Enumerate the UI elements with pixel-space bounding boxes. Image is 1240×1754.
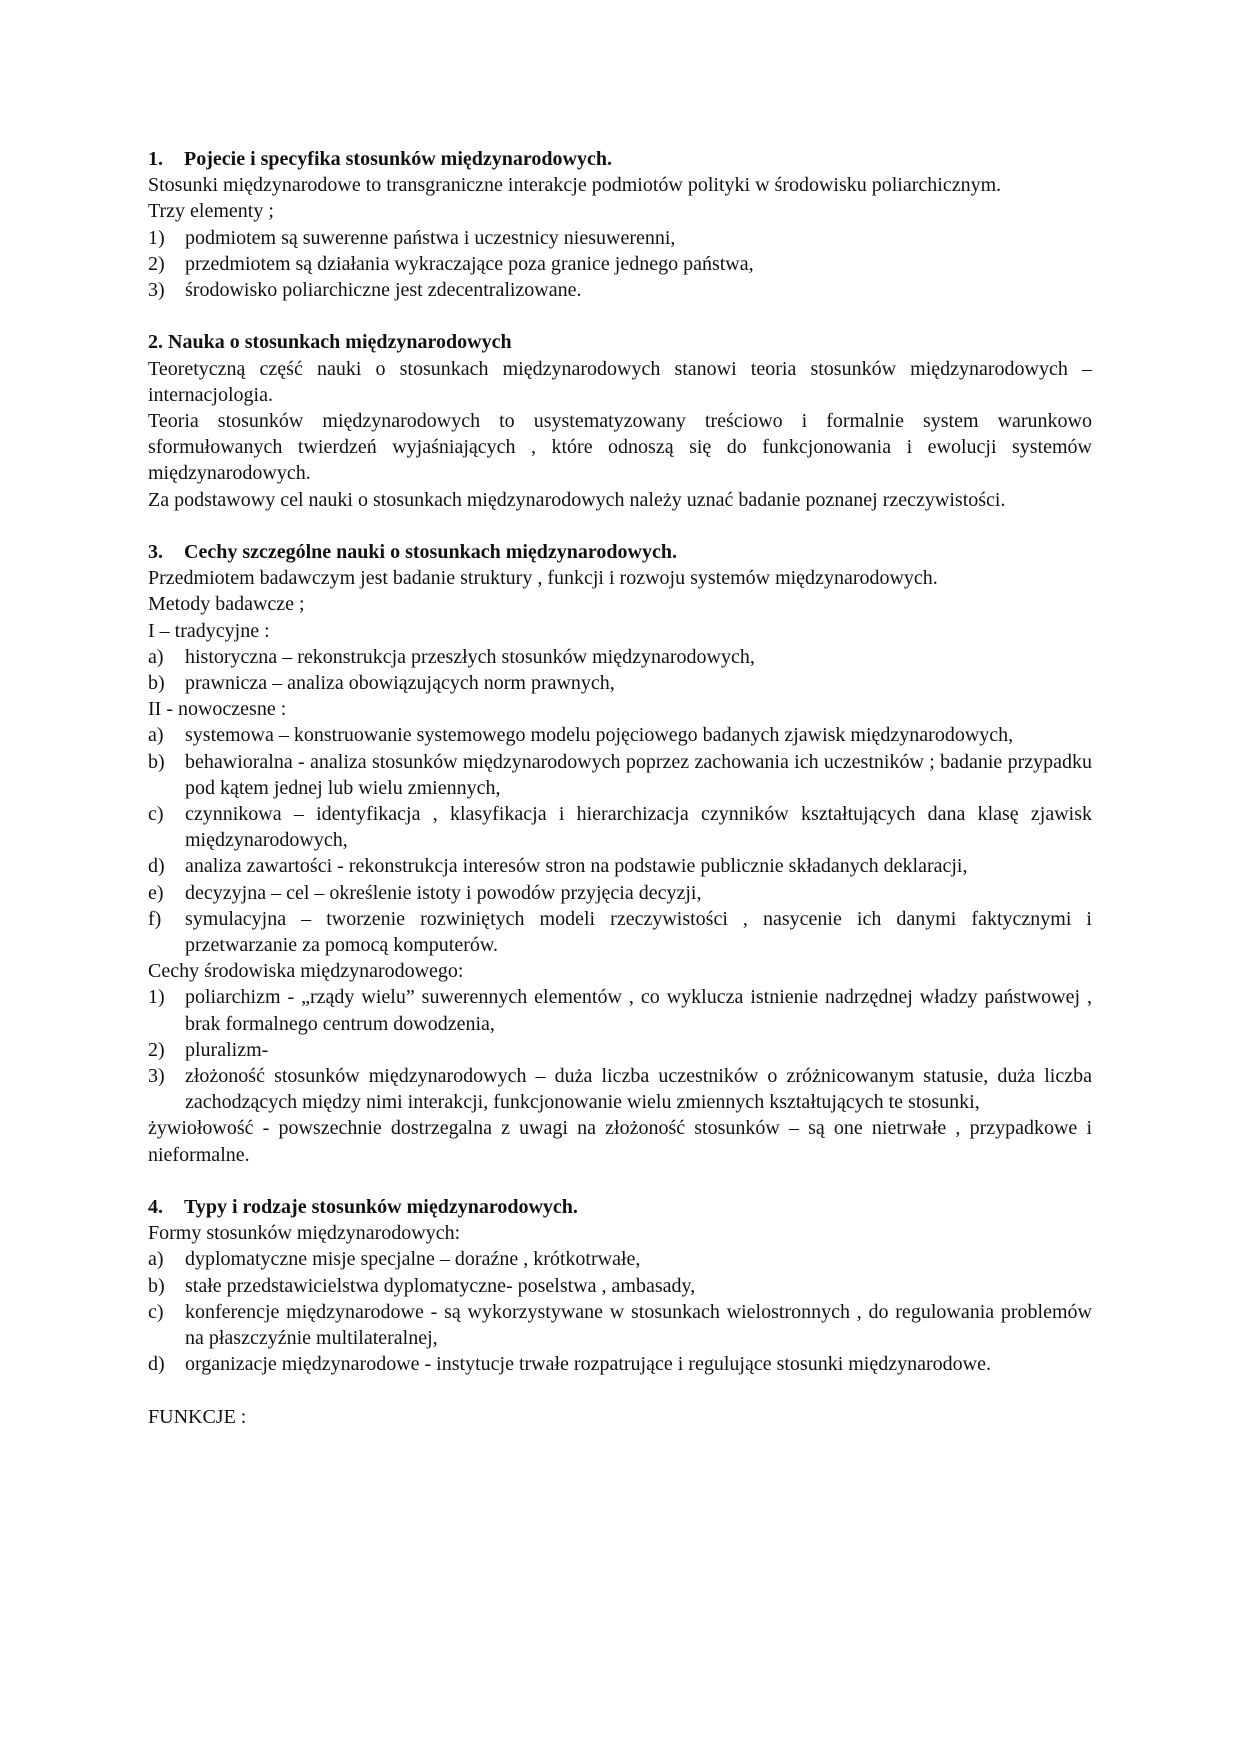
list-marker: b) [148, 750, 165, 773]
section-2-paragraph: Za podstawowy cel nauki o stosunkach międzynarodowych należy uznać badanie poznanej rzeczywistości. [148, 488, 1006, 511]
list-text: czynnikowa – identyfikacja , klasyfikacja i hierarchizacja czynników kształtujących dana klasę zjawisk międzynarodowych, [185, 803, 1092, 852]
heading-number: 4. [148, 1196, 163, 1219]
list-item [148, 1351, 1092, 1377]
section-1-paragraph: Stosunki międzynarodowe to transgraniczne interakcje podmiotów polityki w środowisku poliarchicznym. [148, 174, 1002, 197]
list-item [148, 906, 1092, 958]
heading-text: Pojecie i specyfika stosunków międzynarodowych. [184, 148, 612, 170]
list-item [148, 670, 1092, 696]
list-text: złożoność stosunków międzynarodowych – duża liczba uczestników o zróżnicowanym statusie, duża liczba zachodzących między nimi interakcji, funkcjonowanie wielu zmiennych kształtujących te stosunki, [185, 1065, 1092, 1114]
list-item [148, 880, 1092, 906]
list-marker: 1) [148, 986, 165, 1009]
section-1-intro: Trzy elementy ; [148, 200, 274, 223]
list-text: stałe przedstawicielstwa dyplomatyczne- poselstwa , ambasady, [185, 1274, 696, 1297]
section-1-heading [148, 146, 1092, 172]
modern-label: II - nowoczesne : [148, 698, 287, 721]
list-item [148, 1037, 1092, 1063]
list-marker: 2) [148, 1038, 165, 1061]
section-2-paragraph: Teoria stosunków międzynarodowych to usystematyzowany treściowo i formalnie system warunkowo sformułowanych twierdzeń wyjaśniających , które odnoszą się do funkcjonowania i ewolucji systemów międzynarodowych. [148, 410, 1092, 485]
list-text: prawnicza – analiza obowiązujących norm prawnych, [185, 672, 615, 695]
list-item [148, 251, 1092, 277]
methods-label: Metody badawcze ; [148, 593, 305, 616]
list-marker: 1) [148, 226, 165, 249]
list-marker: b) [148, 672, 165, 695]
list-item [148, 749, 1092, 801]
list-item [148, 644, 1092, 670]
list-item [148, 722, 1092, 748]
traditional-label: I – tradycyjne : [148, 619, 270, 642]
list-marker: f) [148, 907, 162, 930]
section-3-paragraph: Przedmiotem badawczym jest badanie struktury , funkcji i rozwoju systemów międzynarodowych. [148, 567, 938, 590]
list-item [148, 1299, 1092, 1351]
list-item [148, 225, 1092, 251]
list-marker: 3) [148, 279, 165, 302]
list-text: symulacyjna – tworzenie rozwiniętych modeli rzeczywistości , nasycenie ich danymi faktycznymi i przetwarzanie za pomocą komputerów. [185, 907, 1092, 957]
list-item [148, 853, 1092, 879]
list-text: historyczna – rekonstrukcja przeszłych stosunków międzynarodowych, [185, 645, 755, 668]
list-marker: d) [148, 1353, 165, 1376]
list-marker: a) [148, 645, 164, 668]
document-page [148, 146, 1092, 1430]
list-text: podmiotem są suwerenne państwa i uczestnicy niesuwerenni, [185, 226, 676, 249]
heading-text: Typy i rodzaje stosunków międzynarodowych. [184, 1196, 578, 1219]
list-marker: b) [148, 1274, 165, 1297]
list-text: przedmiotem są działania wykraczające poza granice jednego państwa, [185, 252, 754, 275]
heading-text: Cechy szczególne nauki o stosunkach międzynarodowych. [184, 541, 677, 564]
heading-number: 3. [148, 541, 163, 564]
section-2-paragraph: Teoretyczną część nauki o stosunkach międzynarodowych stanowi teoria stosunków międzynarodowych – internacjologia. [148, 357, 1092, 406]
list-text: pluralizm- [185, 1038, 269, 1061]
list-text: konferencje międzynarodowe - są wykorzystywane w stosunkach wielostronnych , do regulowania problemów na płaszczyźnie multilateralnej, [185, 1300, 1092, 1350]
list-marker: d) [148, 855, 165, 878]
functions-label: FUNKCJE : [148, 1405, 247, 1428]
spacer [148, 1378, 1092, 1404]
list-text: dyplomatyczne misje specjalne – doraźne , krótkotrwałe, [185, 1248, 641, 1271]
list-text: systemowa – konstruowanie systemowego modelu pojęciowego badanych zjawisk międzynarodowych, [185, 724, 1014, 747]
list-item [148, 277, 1092, 303]
list-item [148, 1063, 1092, 1115]
list-marker: a) [148, 1248, 164, 1271]
section-2-heading: 2. Nauka o stosunkach międzynarodowych [148, 331, 512, 354]
spacer [148, 303, 1092, 329]
list-item [148, 1273, 1092, 1299]
heading-number: 1. [148, 148, 163, 170]
list-text: decyzyjna – cel – określenie istoty i powodów przyjęcia decyzji, [185, 881, 702, 904]
list-marker: c) [148, 803, 164, 826]
list-item [148, 1246, 1092, 1272]
section-3-closing: żywiołowość - powszechnie dostrzegalna z uwagi na złożoność stosunków – są one nietrwałe , przypadkowe i nieformalne. [148, 1117, 1092, 1166]
list-marker: 2) [148, 252, 165, 275]
list-marker: 3) [148, 1065, 165, 1088]
section-4-heading [148, 1194, 1092, 1220]
list-text: behawioralna - analiza stosunków międzynarodowych poprzez zachowania ich uczestników ; badanie przypadku pod kątem jednej lub wielu zmiennych, [185, 750, 1092, 799]
section-4-intro: Formy stosunków międzynarodowych: [148, 1222, 461, 1245]
list-text: poliarchizm - „rządy wielu” suwerennych elementów , co wyklucza istnienie nadrzędnej władzy państwowej , brak formalnego centrum dowodzenia, [185, 986, 1092, 1035]
list-marker: a) [148, 724, 164, 747]
list-text: środowisko poliarchiczne jest zdecentralizowane. [185, 279, 582, 302]
spacer [148, 513, 1092, 539]
list-marker: c) [148, 1300, 164, 1323]
list-text: organizacje międzynarodowe - instytucje trwałe rozpatrujące i regulujące stosunki międzynarodowe. [185, 1353, 991, 1376]
list-text: analiza zawartości - rekonstrukcja interesów stron na podstawie publicznie składanych deklaracji, [185, 855, 968, 878]
list-item [148, 984, 1092, 1036]
spacer [148, 1168, 1092, 1194]
list-marker: e) [148, 881, 164, 904]
environment-label: Cechy środowiska międzynarodowego: [148, 960, 464, 983]
list-item [148, 801, 1092, 853]
section-3-heading [148, 539, 1092, 565]
